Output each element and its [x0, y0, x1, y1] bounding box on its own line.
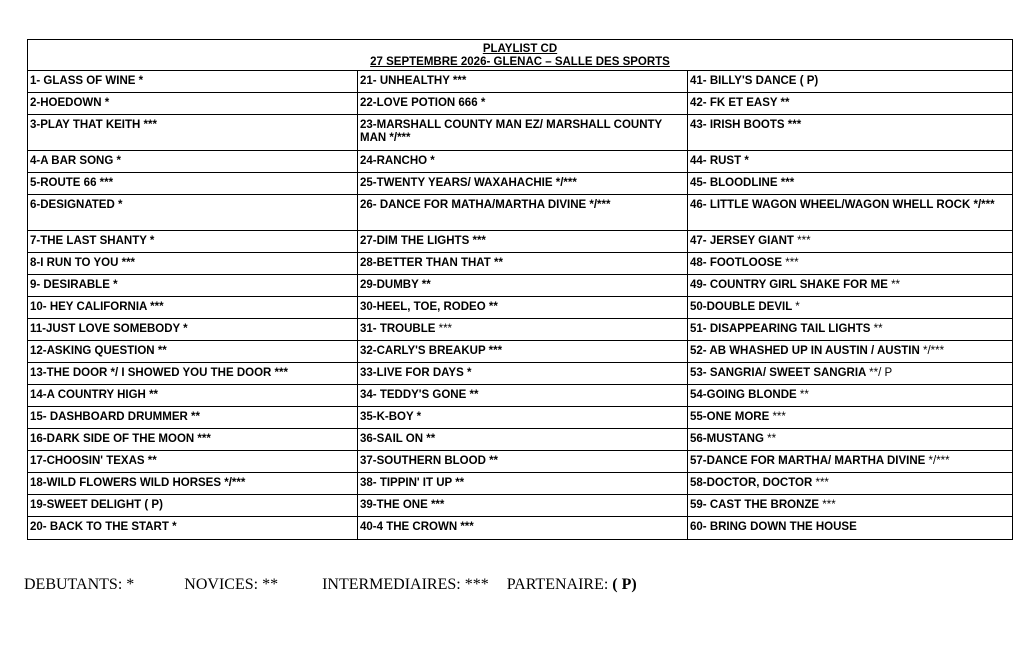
song-entry [688, 71, 1012, 93]
dance-level: *** [780, 177, 795, 189]
dance-level: ( P) [144, 499, 163, 511]
legend-symbol: * [126, 576, 135, 593]
dance-level: ** [455, 477, 465, 489]
song-title: 28-BETTER THAN THAT [360, 257, 491, 269]
dance-level: *** [99, 177, 114, 189]
dance-level: ** [780, 97, 790, 109]
song-entry [28, 151, 357, 173]
song-title: 36-SAIL ON [360, 433, 424, 445]
song-entry [358, 231, 687, 253]
song-title: 9- DESIRABLE [30, 279, 110, 291]
dance-level: *** [815, 477, 829, 489]
song-entry [358, 385, 687, 407]
dance-level: ** [191, 411, 200, 423]
song-entry [688, 473, 1012, 495]
song-title: 11-JUST LOVE SOMEBODY [30, 323, 180, 335]
song-entry [358, 495, 687, 517]
legend-label: INTERMEDIAIRES: [322, 576, 461, 593]
song-title: 47- JERSEY GIANT [690, 235, 794, 247]
playlist-column-1 [28, 71, 357, 539]
legend-symbol: ( P) [612, 576, 637, 593]
song-title: 22-LOVE POTION 666 [360, 97, 478, 109]
song-entry [28, 231, 357, 253]
song-title: 6-DESIGNATED [30, 199, 115, 211]
song-title: 30-HEEL, TOE, RODEO [360, 301, 486, 313]
song-entry [28, 319, 357, 341]
song-entry [358, 429, 687, 451]
song-title: 31- TROUBLE [360, 323, 436, 335]
legend-item [24, 576, 134, 594]
song-entry [358, 151, 687, 173]
song-entry [358, 297, 687, 319]
playlist-grid [28, 71, 1012, 539]
song-entry [688, 363, 1012, 385]
song-entry [358, 517, 687, 539]
song-title: 4-A BAR SONG [30, 155, 114, 167]
song-entry [28, 451, 357, 473]
dance-level: */*** [389, 132, 411, 144]
dance-level: * [466, 367, 472, 379]
song-entry [28, 495, 357, 517]
song-title: 16-DARK SIDE OF THE MOON [30, 433, 195, 445]
song-title: 57-DANCE FOR MARTHA/ MARTHA DIVINE [690, 455, 926, 467]
dance-level: ** [421, 279, 431, 291]
song-title: 20- BACK TO THE START [30, 521, 169, 533]
song-entry [28, 429, 357, 451]
dance-level: *** [143, 119, 157, 131]
song-title: 21- UNHEALTHY [360, 75, 450, 87]
song-entry [28, 115, 357, 151]
dance-level: * [183, 323, 188, 335]
dance-level: *** [787, 119, 802, 131]
legend-label: DEBUTANTS: [24, 576, 123, 593]
dance-level: * [113, 279, 118, 291]
song-title: 18-WILD FLOWERS WILD HORSES [30, 477, 222, 489]
song-entry [688, 297, 1012, 319]
song-title: 52- AB WHASHED UP IN AUSTIN / AUSTIN [690, 345, 920, 357]
dance-level: *** [797, 235, 811, 247]
dance-level: *** [438, 323, 453, 335]
song-title: 40-4 THE CROWN [360, 521, 458, 533]
dance-level: ** [488, 301, 498, 313]
song-title: 32-CARLY'S BREAKUP [360, 345, 486, 357]
song-title: 39-THE ONE [360, 499, 428, 511]
song-entry [358, 473, 687, 495]
dance-level: * [416, 411, 422, 423]
dance-level: * [104, 97, 110, 109]
song-entry [358, 363, 687, 385]
song-entry [358, 319, 687, 341]
song-entry [28, 407, 357, 429]
song-title: 3-PLAY THAT KEITH [30, 119, 141, 131]
song-entry [688, 429, 1012, 451]
dance-level: */*** [923, 345, 945, 357]
song-entry [28, 473, 357, 495]
dance-level: ** [157, 345, 167, 357]
song-title: 14-A COUNTRY HIGH [30, 389, 146, 401]
dance-level: ** [426, 433, 436, 445]
song-entry [688, 253, 1012, 275]
dance-level: */*** [224, 477, 246, 489]
dance-level: ** [469, 389, 479, 401]
dance-level: * [138, 75, 144, 87]
dance-level: */*** [973, 199, 995, 211]
dance-level: *** [430, 499, 445, 511]
dance-level: ** [799, 389, 809, 401]
legend-symbol: ** [262, 576, 279, 593]
dance-level: *** [822, 499, 836, 511]
song-title: 10- HEY CALIFORNIA [30, 301, 147, 313]
song-entry [688, 231, 1012, 253]
song-entry [358, 115, 687, 151]
song-title: 35-K-BOY [360, 411, 414, 423]
dance-level: * [149, 235, 155, 247]
legend-item [184, 576, 278, 594]
dance-level: *** [785, 257, 799, 269]
song-title: 8-I RUN TO YOU [30, 257, 119, 269]
song-entry [688, 341, 1012, 363]
song-title: 45- BLOODLINE [690, 177, 778, 189]
legend-label: NOVICES: [184, 576, 259, 593]
song-title: 37-SOUTHERN BLOOD [360, 455, 486, 467]
song-title: 34- TEDDY'S GONE [360, 389, 467, 401]
legend-item [507, 576, 637, 594]
song-title: 59- CAST THE BRONZE [690, 499, 820, 511]
dance-level: ** [489, 455, 499, 467]
song-entry [688, 173, 1012, 195]
song-title: 13-THE DOOR */ I SHOWED YOU THE DOOR [30, 367, 272, 379]
song-title: 43- IRISH BOOTS [690, 119, 785, 131]
song-entry [688, 195, 1012, 231]
song-entry [688, 115, 1012, 151]
dance-level: ** [873, 323, 883, 335]
song-entry [688, 451, 1012, 473]
song-title: 54-GOING BLONDE [690, 389, 797, 401]
song-entry [358, 195, 687, 231]
playlist-column-2 [357, 71, 687, 539]
dance-level: ( P) [799, 75, 819, 87]
song-entry [28, 275, 357, 297]
song-entry [688, 385, 1012, 407]
dance-level: * [117, 199, 123, 211]
dance-level: *** [488, 345, 503, 357]
dance-level: * [430, 155, 435, 167]
playlist-table [27, 39, 1013, 540]
song-entry [688, 151, 1012, 173]
song-entry [688, 517, 1012, 539]
song-entry [28, 517, 357, 539]
level-legend [24, 576, 637, 594]
song-entry [28, 385, 357, 407]
song-title: 53- SANGRIA/ SWEET SANGRIA [690, 367, 866, 379]
dance-level: ** [149, 389, 159, 401]
song-title: 24-RANCHO [360, 155, 428, 167]
dance-level: *** [772, 411, 786, 423]
legend-item [322, 576, 489, 594]
dance-level: *** [197, 433, 211, 445]
song-entry [28, 297, 357, 319]
song-title: 46- LITTLE WAGON WHEEL/WAGON WHELL ROCK [690, 199, 971, 211]
song-title: 12-ASKING QUESTION [30, 345, 155, 357]
song-title: 5-ROUTE 66 [30, 177, 97, 189]
dance-level: */*** [589, 199, 611, 211]
dance-level: *** [121, 257, 136, 269]
dance-level: * [172, 521, 177, 533]
song-title: 42- FK ET EASY [690, 97, 778, 109]
dance-level: */*** [928, 455, 950, 467]
song-entry [688, 275, 1012, 297]
song-entry [28, 195, 357, 231]
dance-level: */*** [555, 177, 577, 189]
song-title: 49- COUNTRY GIRL SHAKE FOR ME [690, 279, 888, 291]
song-title: 23-MARSHALL COUNTY MAN EZ/ MARSHALL COUNTY MAN [360, 119, 662, 144]
song-title: 1- GLASS OF WINE [30, 75, 136, 87]
song-title: 26- DANCE FOR MATHA/MARTHA DIVINE [360, 199, 587, 211]
song-title: 41- BILLY'S DANCE [690, 75, 797, 87]
song-entry [688, 407, 1012, 429]
dance-level: * [744, 155, 749, 167]
song-title: 38- TIPPIN' IT UP [360, 477, 452, 489]
song-title: 19-SWEET DELIGHT [30, 499, 142, 511]
dance-level: * [795, 301, 800, 313]
song-title: 33-LIVE FOR DAYS [360, 367, 464, 379]
song-entry [28, 341, 357, 363]
dance-level: **/ P [869, 367, 893, 379]
song-title: 15- DASHBOARD DRUMMER [30, 411, 188, 423]
playlist-header [28, 40, 1012, 71]
playlist-column-3 [687, 71, 1012, 539]
song-entry [28, 71, 357, 93]
song-entry [358, 253, 687, 275]
song-entry [358, 71, 687, 93]
song-entry [358, 451, 687, 473]
dance-level: ** [493, 257, 503, 269]
dance-level: ** [891, 279, 901, 291]
dance-level: * [116, 155, 121, 167]
dance-level: *** [460, 521, 474, 533]
song-entry [688, 495, 1012, 517]
song-title: 25-TWENTY YEARS/ WAXAHACHIE [360, 177, 553, 189]
dance-level: * [480, 97, 486, 109]
dance-level: *** [452, 75, 467, 87]
song-title: 27-DIM THE LIGHTS [360, 235, 470, 247]
song-title: 60- BRING DOWN THE HOUSE [690, 521, 857, 533]
playlist-title: PLAYLIST CD [482, 43, 558, 55]
dance-level: *** [472, 235, 486, 247]
song-entry [358, 341, 687, 363]
song-entry [28, 363, 357, 385]
song-entry [358, 93, 687, 115]
song-title: 48- FOOTLOOSE [690, 257, 783, 269]
song-entry [358, 275, 687, 297]
dance-level: *** [150, 301, 164, 313]
song-title: 17-CHOOSIN' TEXAS [30, 455, 145, 467]
song-title: 29-DUMBY [360, 279, 419, 291]
song-title: 55-ONE MORE [690, 411, 770, 423]
song-entry [688, 319, 1012, 341]
song-entry [28, 253, 357, 275]
dance-level: *** [274, 367, 288, 379]
song-title: 51- DISAPPEARING TAIL LIGHTS [690, 323, 871, 335]
song-title: 50-DOUBLE DEVIL [690, 301, 793, 313]
legend-symbol: *** [464, 576, 489, 593]
song-title: 7-THE LAST SHANTY [30, 235, 147, 247]
event-date-location: 27 SEPTEMBRE 2026- GLENAC – SALLE DES SPORTS [370, 56, 670, 68]
song-title: 2-HOEDOWN [30, 97, 102, 109]
song-entry [358, 173, 687, 195]
song-title: 58-DOCTOR, DOCTOR [690, 477, 813, 489]
song-entry [358, 407, 687, 429]
song-title: 44- RUST [690, 155, 742, 167]
song-entry [28, 93, 357, 115]
song-title: 56-MUSTANG [690, 433, 764, 445]
dance-level: ** [767, 433, 777, 445]
legend-label: PARTENAIRE: [506, 576, 609, 593]
dance-level: ** [147, 455, 157, 467]
song-entry [28, 173, 357, 195]
song-entry [688, 93, 1012, 115]
